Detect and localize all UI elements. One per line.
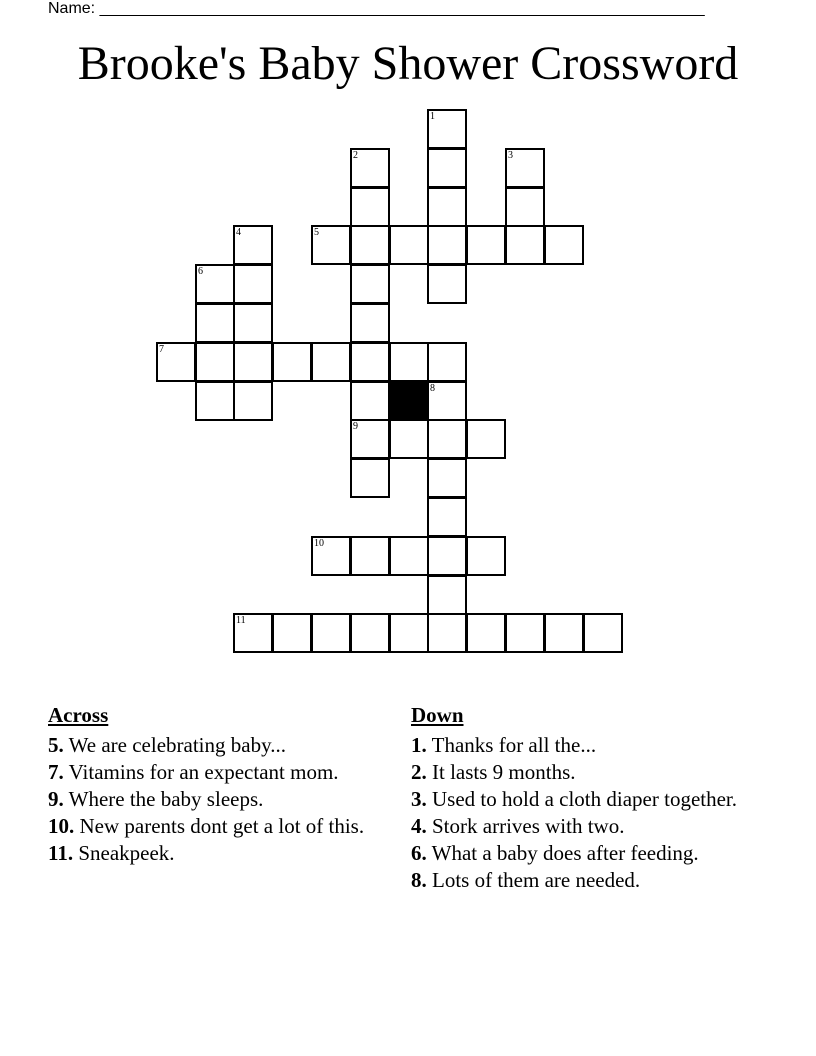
grid-cell[interactable]	[389, 225, 429, 265]
grid-cell[interactable]	[311, 225, 351, 265]
clue-text: Stork arrives with two.	[432, 814, 625, 838]
grid-cell[interactable]	[195, 303, 235, 343]
cell-number: 3	[508, 150, 513, 161]
grid-cell[interactable]	[389, 613, 429, 653]
grid-cell[interactable]	[427, 381, 467, 421]
across-heading: Across	[48, 703, 109, 727]
grid-cell[interactable]	[427, 458, 467, 498]
grid-cell[interactable]	[233, 613, 273, 653]
grid-cell[interactable]	[505, 225, 545, 265]
grid-cell[interactable]	[427, 109, 467, 149]
across-clue	[48, 814, 388, 838]
grid-cell[interactable]	[350, 419, 390, 459]
down-clue	[411, 760, 751, 784]
cell-number: 7	[159, 344, 164, 355]
grid-cell[interactable]	[350, 381, 390, 421]
grid-block	[389, 381, 429, 421]
clue-text: We are celebrating baby...	[68, 733, 286, 757]
grid-cell[interactable]	[427, 575, 467, 615]
grid-cell[interactable]	[466, 613, 506, 653]
grid-cell[interactable]	[350, 342, 390, 382]
clue-number: 3.	[411, 787, 427, 811]
grid-cell[interactable]	[583, 613, 623, 653]
grid-cell[interactable]	[350, 303, 390, 343]
grid-cell[interactable]	[544, 225, 584, 265]
grid-cell[interactable]	[350, 458, 390, 498]
clue-text: New parents dont get a lot of this.	[79, 814, 365, 838]
down-clue	[411, 841, 751, 865]
grid-cell[interactable]	[505, 187, 545, 227]
grid-cell[interactable]	[505, 148, 545, 188]
grid-cell[interactable]	[350, 613, 390, 653]
grid-cell[interactable]	[427, 613, 467, 653]
grid-cell[interactable]	[272, 613, 312, 653]
across-clue-list	[48, 733, 388, 865]
down-heading: Down	[411, 703, 464, 727]
grid-cell[interactable]	[466, 419, 506, 459]
name-field-label: Name: ____________________________________________________________________	[48, 0, 705, 17]
page-title: Brooke's Baby Shower Crossword	[77, 37, 739, 90]
down-clue	[411, 733, 751, 757]
cell-number: 2	[353, 150, 358, 161]
down-clue	[411, 868, 751, 892]
grid-cell[interactable]	[233, 381, 273, 421]
clue-number: 1.	[411, 733, 427, 757]
grid-cell[interactable]	[544, 613, 584, 653]
across-clues	[48, 703, 388, 868]
grid-cell[interactable]	[427, 225, 467, 265]
clue-number: 2.	[411, 760, 427, 784]
clue-number: 9.	[48, 787, 64, 811]
grid-cell[interactable]	[195, 381, 235, 421]
clue-number: 8.	[411, 868, 427, 892]
grid-cell[interactable]	[233, 342, 273, 382]
grid-cell[interactable]	[427, 187, 467, 227]
grid-cell[interactable]	[233, 225, 273, 265]
clue-number: 7.	[48, 760, 64, 784]
grid-cell[interactable]	[389, 419, 429, 459]
cell-number: 4	[236, 227, 241, 238]
down-clue	[411, 787, 751, 811]
grid-cell[interactable]	[427, 419, 467, 459]
down-clue-list	[411, 733, 751, 892]
grid-cell[interactable]	[350, 187, 390, 227]
clue-text: Vitamins for an expectant mom.	[68, 760, 339, 784]
grid-cell[interactable]	[233, 264, 273, 304]
grid-cell[interactable]	[156, 342, 196, 382]
across-clue	[48, 733, 388, 757]
grid-cell[interactable]	[350, 225, 390, 265]
clue-number: 11.	[48, 841, 74, 865]
grid-cell[interactable]	[427, 497, 467, 537]
clue-number: 5.	[48, 733, 64, 757]
grid-cell[interactable]	[389, 342, 429, 382]
grid-cell[interactable]	[272, 342, 312, 382]
grid-cell[interactable]	[350, 264, 390, 304]
cell-number: 1	[430, 111, 435, 122]
across-clue	[48, 787, 388, 811]
grid-cell[interactable]	[427, 148, 467, 188]
clue-text: Sneakpeek.	[78, 841, 175, 865]
cell-number: 11	[236, 615, 246, 626]
grid-cell[interactable]	[427, 342, 467, 382]
cell-number: 10	[314, 538, 324, 549]
grid-cell[interactable]	[427, 264, 467, 304]
grid-cell[interactable]	[466, 536, 506, 576]
grid-cell[interactable]	[195, 342, 235, 382]
across-clue	[48, 760, 388, 784]
grid-cell[interactable]	[505, 613, 545, 653]
clue-text: Thanks for all the...	[431, 733, 597, 757]
down-clue	[411, 814, 751, 838]
cell-number: 8	[430, 383, 435, 394]
clue-text: What a baby does after feeding.	[431, 841, 699, 865]
grid-cell[interactable]	[311, 342, 351, 382]
grid-cell[interactable]	[350, 148, 390, 188]
cell-number: 9	[353, 421, 358, 432]
grid-cell[interactable]	[427, 536, 467, 576]
cell-number: 5	[314, 227, 319, 238]
grid-cell[interactable]	[466, 225, 506, 265]
grid-cell[interactable]	[311, 613, 351, 653]
clue-number: 10.	[48, 814, 75, 838]
grid-cell[interactable]	[389, 536, 429, 576]
clue-text: Used to hold a cloth diaper together.	[432, 787, 738, 811]
clue-number: 4.	[411, 814, 427, 838]
down-clues	[411, 703, 751, 895]
clue-text: Lots of them are needed.	[432, 868, 641, 892]
across-clue	[48, 841, 388, 865]
grid-cell[interactable]	[233, 303, 273, 343]
cell-number: 6	[198, 266, 203, 277]
grid-cell[interactable]	[350, 536, 390, 576]
clue-text: It lasts 9 months.	[432, 760, 576, 784]
grid-cell[interactable]	[311, 536, 351, 576]
clue-number: 6.	[411, 841, 427, 865]
clue-text: Where the baby sleeps.	[68, 787, 264, 811]
grid-cell[interactable]	[195, 264, 235, 304]
